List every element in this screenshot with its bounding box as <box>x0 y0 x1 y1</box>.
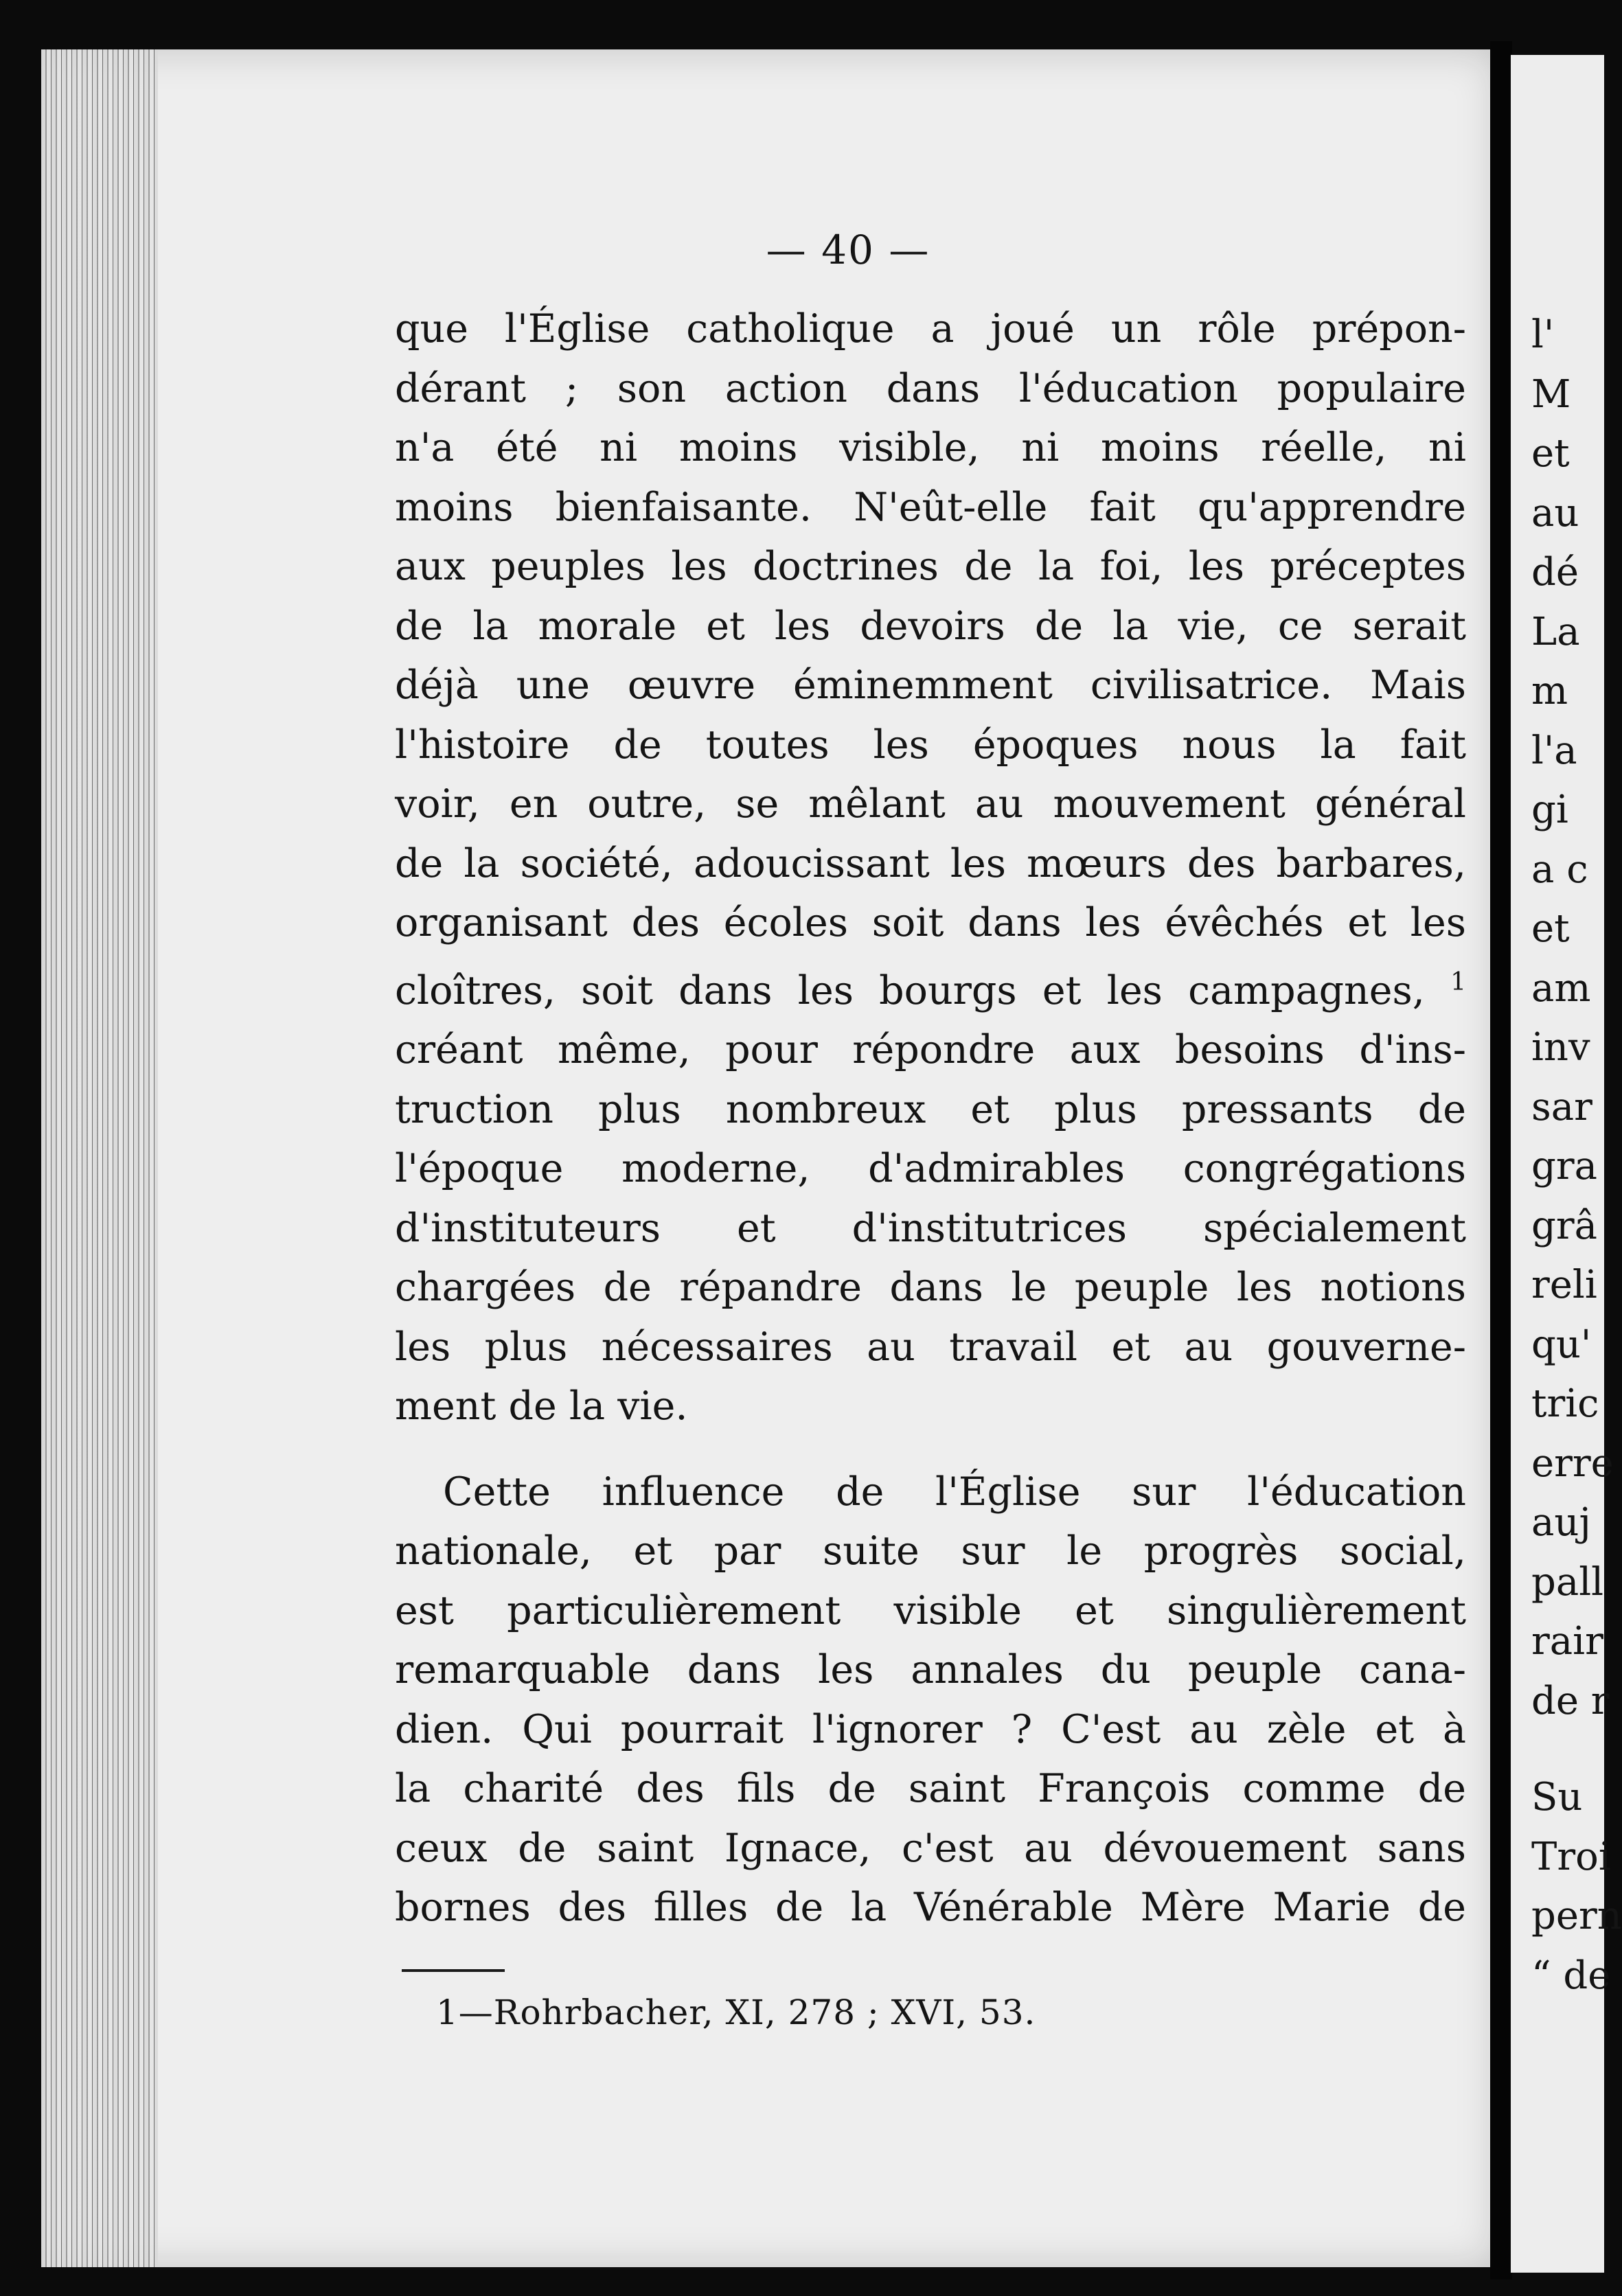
text-line: chargées de répandre dans le peuple les notions <box>395 1265 1466 1310</box>
text-line: de la morale et les devoirs de la vie, ce serait <box>395 603 1466 649</box>
fragment-line: Troi <box>1531 1834 1611 1879</box>
fragment-line: l'a <box>1531 728 1577 773</box>
book-gutter <box>1490 41 1512 2280</box>
fragment-line: de r <box>1531 1678 1610 1723</box>
fragment-gap <box>1531 1731 1604 1768</box>
text-line: dien. Qui pourrait l'ignorer ? C'est au zèle et à <box>395 1706 1466 1752</box>
text-line: déjà une œuvre éminemment civilisatrice. Mais <box>395 663 1466 708</box>
text-line: que l'Église catholique a joué un rôle prépon- <box>395 306 1466 352</box>
fragment-line: gra <box>1531 1144 1598 1189</box>
paragraph-1 <box>395 299 1466 1436</box>
text-line: remarquable dans les annales du peuple cana- <box>395 1647 1466 1692</box>
fragment-line: gi <box>1531 788 1568 832</box>
text-line: la charité des fils de saint François comme de <box>395 1766 1466 1811</box>
text-line: d'instituteurs et d'institutrices spécialement <box>395 1205 1466 1251</box>
fragment-line: et <box>1531 431 1570 476</box>
fragment-line: au <box>1531 490 1579 536</box>
page-number: — 40 — <box>766 227 930 273</box>
text-line: créant même, pour répondre aux besoins d'ins- <box>395 1027 1466 1072</box>
page-edges <box>41 49 158 2267</box>
fragment-line: Su <box>1531 1775 1583 1819</box>
footnote-marker: 1 <box>1450 967 1466 996</box>
text-line: nationale, et par suite sur le progrès social, <box>395 1528 1466 1574</box>
fragment-line: a c <box>1531 847 1588 892</box>
fragment-line: pall <box>1531 1559 1604 1605</box>
text-line: l'histoire de toutes les époques nous la fait <box>395 722 1466 768</box>
fragment-line: qu' <box>1531 1322 1592 1367</box>
text-line: moins bienfaisante. N'eût-elle fait qu'apprendre <box>395 484 1466 530</box>
fragment-line: sar <box>1531 1084 1592 1129</box>
fragment-line: inv <box>1531 1025 1590 1070</box>
fragment-line: grâ <box>1531 1203 1598 1248</box>
facing-page-text-fragments <box>1531 306 1622 2006</box>
text-line: ment de la vie. <box>395 1384 688 1429</box>
text-line: est particulièrement visible et singulièrement <box>395 1587 1466 1633</box>
fragment-line: et <box>1531 906 1570 951</box>
text-line: les plus nécessaires au travail et au gouverne- <box>395 1324 1466 1370</box>
text-line: l'époque moderne, d'admirables congrégations <box>395 1146 1466 1191</box>
footnote: 1—Rohrbacher, XI, 278 ; XVI, 53. <box>436 1992 1036 2032</box>
text-line: Cette influence de l'Église sur l'éducation <box>443 1469 1466 1515</box>
text-line: n'a été ni moins visible, ni moins réelle, ni <box>395 425 1466 470</box>
fragment-line: rair <box>1531 1619 1603 1664</box>
fragment-line: auj <box>1531 1500 1591 1545</box>
text-line: bornes des filles de la Vénérable Mère Marie de <box>395 1885 1466 1930</box>
paragraph-2 <box>395 1462 1466 1938</box>
fragment-line: pern <box>1531 1894 1622 1938</box>
text-line: truction plus nombreux et plus pressants de <box>395 1086 1466 1132</box>
text-line: voir, en outre, se mêlant au mouvement général <box>395 781 1466 827</box>
fragment-line: La <box>1531 609 1580 654</box>
text-line: dérant ; son action dans l'éducation populaire <box>395 365 1466 411</box>
text-line: ceux de saint Ignace, c'est au dévouement sans <box>395 1825 1466 1871</box>
left-page-text <box>395 227 1466 2032</box>
text-line: aux peuples les doctrines de la foi, les préceptes <box>395 544 1466 589</box>
text-line: cloîtres, soit dans les bourgs et les campagnes, <box>395 967 1425 1013</box>
fragment-line: “ de <box>1531 1953 1611 1998</box>
fragment-line: am <box>1531 965 1591 1011</box>
fragment-line: l' <box>1531 312 1555 357</box>
footnote-rule <box>402 1969 505 1972</box>
text-line-with-footnote <box>395 953 1466 1021</box>
fragment-line: dé <box>1531 550 1579 595</box>
fragment-line: M <box>1531 371 1571 417</box>
fragment-line: m <box>1531 669 1568 713</box>
text-line: de la société, adoucissant les mœurs des barbares, <box>395 840 1466 886</box>
fragment-line: erre <box>1531 1440 1614 1486</box>
fragment-line: tric <box>1531 1381 1599 1426</box>
fragment-line: reli <box>1531 1263 1597 1307</box>
text-line: organisant des écoles soit dans les évêchés et les <box>395 900 1466 945</box>
